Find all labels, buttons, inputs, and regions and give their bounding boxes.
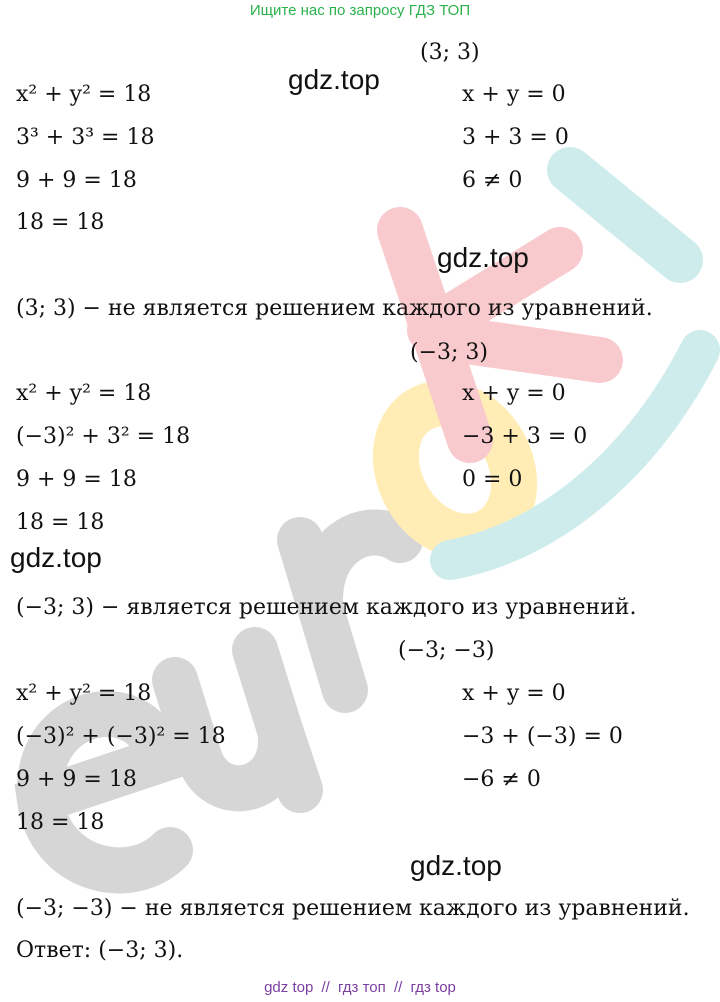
top-banner[interactable]: Ищите нас по запросу ГДЗ ТОП [249,2,471,19]
equation-line: 0 = 0 [462,467,523,492]
equation-line: 9 + 9 = 18 [16,467,137,492]
equation-line: x² + y² = 18 [16,82,152,107]
watermark-letter-u [175,650,300,790]
equation-line: (−3)² + 3² = 18 [16,424,191,449]
equation-line: x + y = 0 [462,82,566,107]
equation-line: 18 = 18 [16,210,105,235]
conclusion-text: (−3; 3) − является решением каждого из уравнений. [16,595,637,620]
watermark-letter-i [570,170,680,260]
point-heading: (3; 3) [420,40,480,65]
equation-line: x + y = 0 [462,381,566,406]
equation-line: −3 + (−3) = 0 [462,724,623,749]
equation-line: (−3)² + (−3)² = 18 [16,724,226,749]
answer-text: Ответ: (−3; 3). [16,938,184,963]
footer-link[interactable]: гдз топ [338,979,386,996]
equation-line: x² + y² = 18 [16,381,152,406]
footer-link[interactable]: gdz top [264,979,314,996]
watermark-gdz-top: gdz.top [410,850,502,881]
equation-line: 9 + 9 = 18 [16,168,137,193]
conclusion-text: (−3; −3) − не является решением каждого из уравнений. [16,896,690,921]
equation-line: x² + y² = 18 [16,681,152,706]
point-heading: (−3; 3) [410,340,488,365]
equation-line: 3³ + 3³ = 18 [16,125,155,150]
equation-line: 3 + 3 = 0 [462,125,569,150]
equation-line: 9 + 9 = 18 [16,767,137,792]
equation-line: x + y = 0 [462,681,566,706]
equation-line: −3 + 3 = 0 [462,424,588,449]
footer-separator: // [393,979,403,996]
equation-line: 18 = 18 [16,810,105,835]
equation-line: 6 ≠ 0 [462,168,523,193]
equation-line: 18 = 18 [16,510,105,535]
watermark-gdz-top: gdz.top [437,242,529,273]
footer-links [0,979,720,996]
point-heading: (−3; −3) [398,638,495,663]
footer-link[interactable]: гдз top [410,979,456,996]
footer-separator: // [321,979,330,996]
conclusion-text: (3; 3) − не является решением каждого из уравнений. [16,296,653,321]
watermark-gdz-top: gdz.top [288,64,380,95]
watermark-gdz-top: gdz.top [10,542,102,573]
equation-line: −6 ≠ 0 [462,767,541,792]
